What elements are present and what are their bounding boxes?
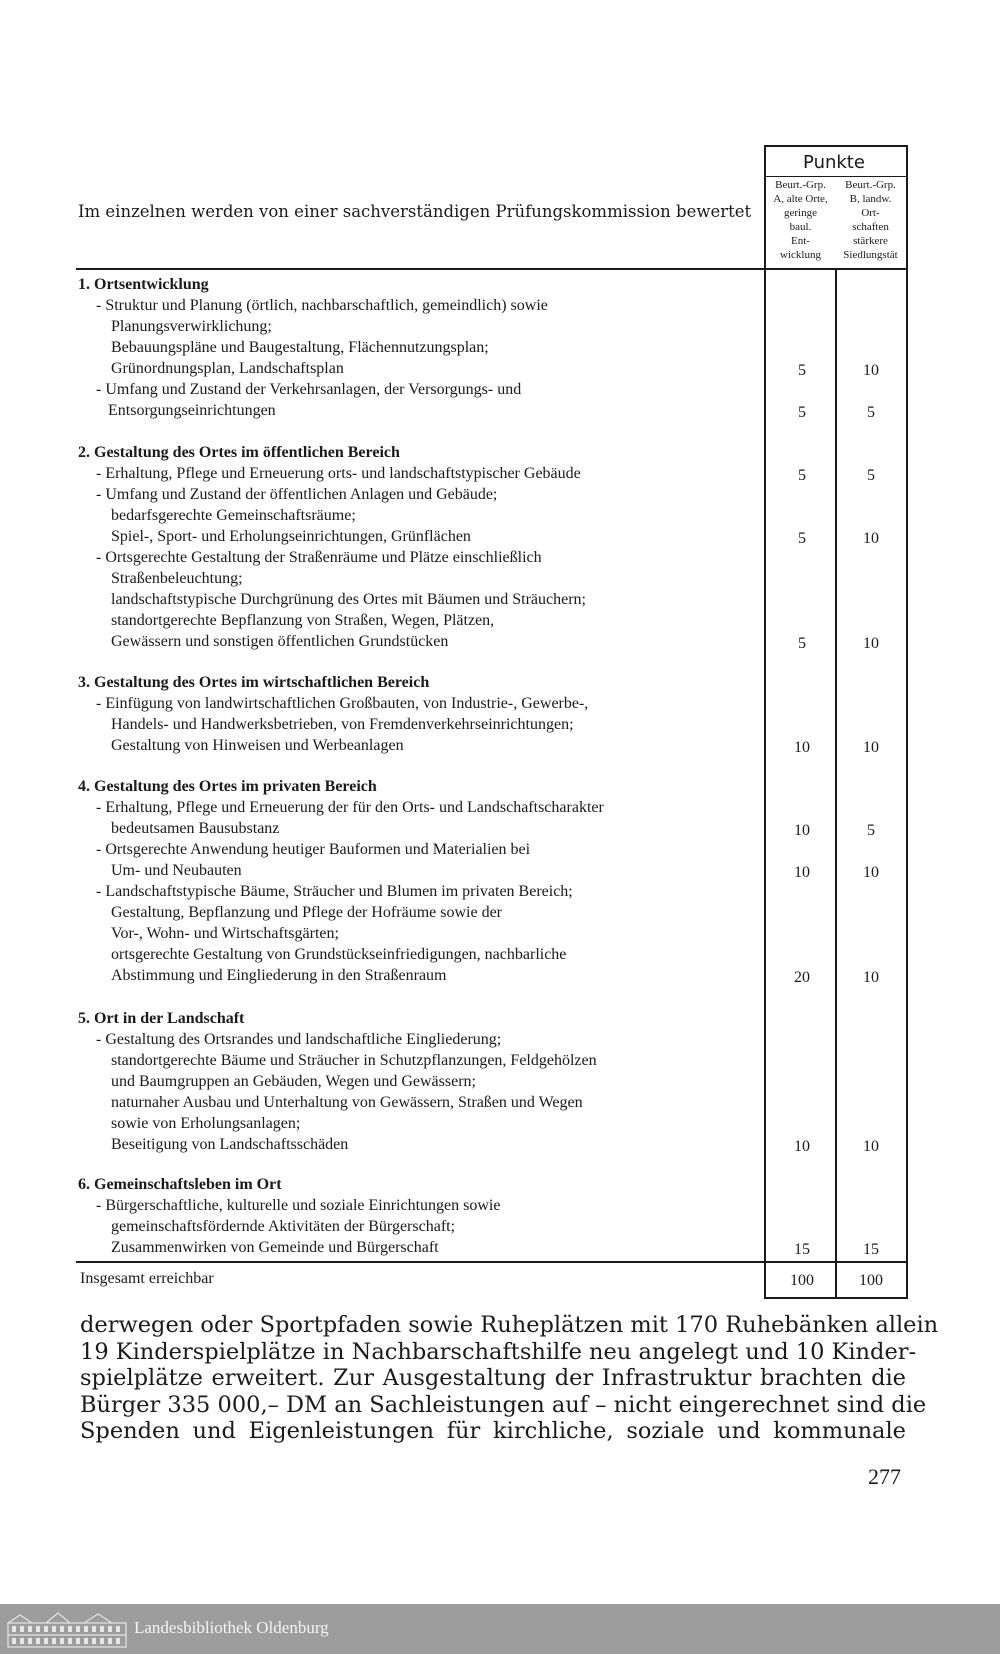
points-b: 5 <box>867 822 875 839</box>
body-text-line: Bürger 335 000,– DM an Sachleistungen auf – nicht eingerechnet sind die <box>80 1391 927 1418</box>
criterion-line: standortgerechte Bäume und Sträucher in Schutzpflanzungen, Feldgehölzen <box>111 1052 597 1069</box>
criterion-line: Um- und Neubauten <box>111 862 242 879</box>
points-a: 5 <box>798 362 806 379</box>
section-title-3: 3. Gestaltung des Ortes im wirtschaftlichen Bereich <box>78 674 430 691</box>
criterion-line: - Umfang und Zustand der Verkehrsanlagen, der Versorgungs- und <box>96 381 522 398</box>
criterion-line: Gestaltung, Bepflanzung und Pflege der Hofräume sowie der <box>111 904 502 921</box>
section-title-5: 5. Ort in der Landschaft <box>78 1010 245 1027</box>
points-a: 10 <box>794 1138 810 1155</box>
column-header-b: Beurt.-Grp. B, landw. Ort- schaften stärkere Siedlungstät <box>843 179 898 261</box>
column-divider <box>835 270 837 1297</box>
criterion-line: Zusammenwirken von Gemeinde und Bürgerschaft <box>111 1239 439 1256</box>
points-a: 15 <box>794 1241 810 1258</box>
criterion-line: und Baumgruppen an Gebäuden, Wegen und Gewässern; <box>111 1073 476 1090</box>
points-b: 10 <box>863 969 879 986</box>
points-a: 5 <box>798 404 806 421</box>
criterion-line: sowie von Erholungsanlagen; <box>111 1115 301 1132</box>
total-points-a: 100 <box>790 1272 814 1289</box>
criterion-line: bedarfsgerechte Gemeinschaftsräume; <box>111 507 356 524</box>
criterion-line: - Einfügung von landwirtschaftlichen Großbauten, von Industrie-, Gewerbe-, <box>96 695 589 712</box>
criterion-line: gemeinschaftsfördernde Aktivitäten der Bürgerschaft; <box>111 1218 456 1235</box>
body-text-line: derwegen oder Sportpfaden sowie Ruheplätzen mit 170 Ruhebänken allein <box>80 1312 939 1338</box>
criterion-line: - Bürgerschaftliche, kulturelle und soziale Einrichtungen sowie <box>96 1197 501 1214</box>
criterion-line: - Ortsgerechte Anwendung heutiger Bauformen und Materialien bei <box>96 841 531 858</box>
section-title-6: 6. Gemeinschaftsleben im Ort <box>78 1176 282 1193</box>
points-b: 10 <box>863 362 879 379</box>
criterion-line: - Umfang und Zustand der öffentlichen Anlagen und Gebäude; <box>96 486 498 503</box>
criterion-line: landschaftstypische Durchgrünung des Ortes mit Bäumen und Sträuchern; <box>111 591 586 608</box>
criterion-line: standortgerechte Bepflanzung von Straßen, Wegen, Plätzen, <box>111 612 495 629</box>
criterion-line: Grünordnungsplan, Landschaftsplan <box>111 360 344 377</box>
criterion-line: - Gestaltung des Ortsrandes und landschaftliche Eingliederung; <box>96 1031 502 1048</box>
criterion-line: Abstimmung und Eingliederung in den Straßenraum <box>111 967 447 984</box>
table-intro: Im einzelnen werden von einer sachverständigen Prüfungskommission bewertet <box>78 202 752 221</box>
points-b: 15 <box>863 1241 879 1258</box>
criterion-line: ortsgerechte Gestaltung von Grundstückseinfriedigungen, nachbarliche <box>111 946 567 963</box>
points-a: 10 <box>794 864 810 881</box>
criterion-line: Handels- und Handwerksbetrieben, von Fremdenverkehrseinrichtungen; <box>111 716 574 733</box>
criterion-line: Entsorgungseinrichtungen <box>108 402 276 419</box>
criterion-line: naturnaher Ausbau und Unterhaltung von Gewässern, Straßen und Wegen <box>111 1094 583 1111</box>
points-a: 10 <box>794 822 810 839</box>
points-b: 10 <box>863 739 879 756</box>
column-header-a: Beurt.-Grp. A, alte Orte, geringe baul. Ent- wicklung <box>773 179 828 261</box>
criterion-line: - Erhaltung, Pflege und Erneuerung der für den Orts- und Landschaftscharakter <box>96 799 604 816</box>
points-b: 10 <box>863 635 879 652</box>
points-b: 5 <box>867 404 875 421</box>
body-text-line: 19 Kinderspielplätze in Nachbarschaftshilfe neu angelegt und 10 Kinder- <box>80 1338 917 1365</box>
criterion-line: Planungsverwirklichung; <box>111 318 272 335</box>
points-a: 5 <box>798 635 806 652</box>
criterion-line: Bebauungspläne und Baugestaltung, Flächennutzungsplan; <box>111 339 489 356</box>
section-title-4: 4. Gestaltung des Ortes im privaten Bereich <box>78 778 377 795</box>
points-b: 10 <box>863 1138 879 1155</box>
points-a: 5 <box>798 530 806 547</box>
criterion-line: Vor-, Wohn- und Wirtschaftsgärten; <box>111 925 339 942</box>
criterion-line: Spiel-, Sport- und Erholungseinrichtungen, Grünflächen <box>111 528 471 545</box>
library-footer <box>0 1604 1000 1654</box>
section-title-1: 1. Ortsentwicklung <box>78 276 209 293</box>
criterion-line: bedeutsamen Bausubstanz <box>111 820 280 837</box>
punkte-header-rule <box>764 176 906 177</box>
section-title-2: 2. Gestaltung des Ortes im öffentlichen Bereich <box>78 444 400 461</box>
punkte-header: Punkte <box>803 152 865 173</box>
library-building-icon <box>6 1609 128 1649</box>
criterion-line: Gestaltung von Hinweisen und Werbeanlagen <box>111 737 404 754</box>
header-rule <box>76 268 906 270</box>
criterion-line: - Landschaftstypische Bäume, Sträucher und Blumen im privaten Bereich; <box>96 883 573 900</box>
criterion-line: Straßenbeleuchtung; <box>111 570 243 587</box>
library-name: Landesbibliothek Oldenburg <box>134 1618 329 1637</box>
criterion-line: - Erhaltung, Pflege und Erneuerung orts- und landschaftstypischer Gebäude <box>96 465 581 482</box>
page-number: 277 <box>868 1464 901 1489</box>
points-a: 5 <box>798 467 806 484</box>
points-a: 20 <box>794 969 810 986</box>
criterion-line: - Struktur und Planung (örtlich, nachbarschaftlich, gemeindlich) sowie <box>96 297 548 314</box>
criterion-line: - Ortsgerechte Gestaltung der Straßenräume und Plätze einschließlich <box>96 549 542 566</box>
body-text-line: Spenden und Eigenleistungen für kirchliche, soziale und kommunale <box>80 1418 906 1444</box>
points-b: 5 <box>867 467 875 484</box>
criterion-line: Beseitigung von Landschaftsschäden <box>111 1136 349 1153</box>
points-b: 10 <box>863 530 879 547</box>
total-rule <box>76 1261 906 1263</box>
total-points-b: 100 <box>859 1272 883 1289</box>
criterion-line: Gewässern und sonstigen öffentlichen Grundstücken <box>111 633 449 650</box>
points-b: 10 <box>863 864 879 881</box>
total-label: Insgesamt erreichbar <box>80 1270 214 1287</box>
body-text-line: spielplätze erweitert. Zur Ausgestaltung der Infrastruktur brachten die <box>80 1365 906 1391</box>
points-a: 10 <box>794 739 810 756</box>
